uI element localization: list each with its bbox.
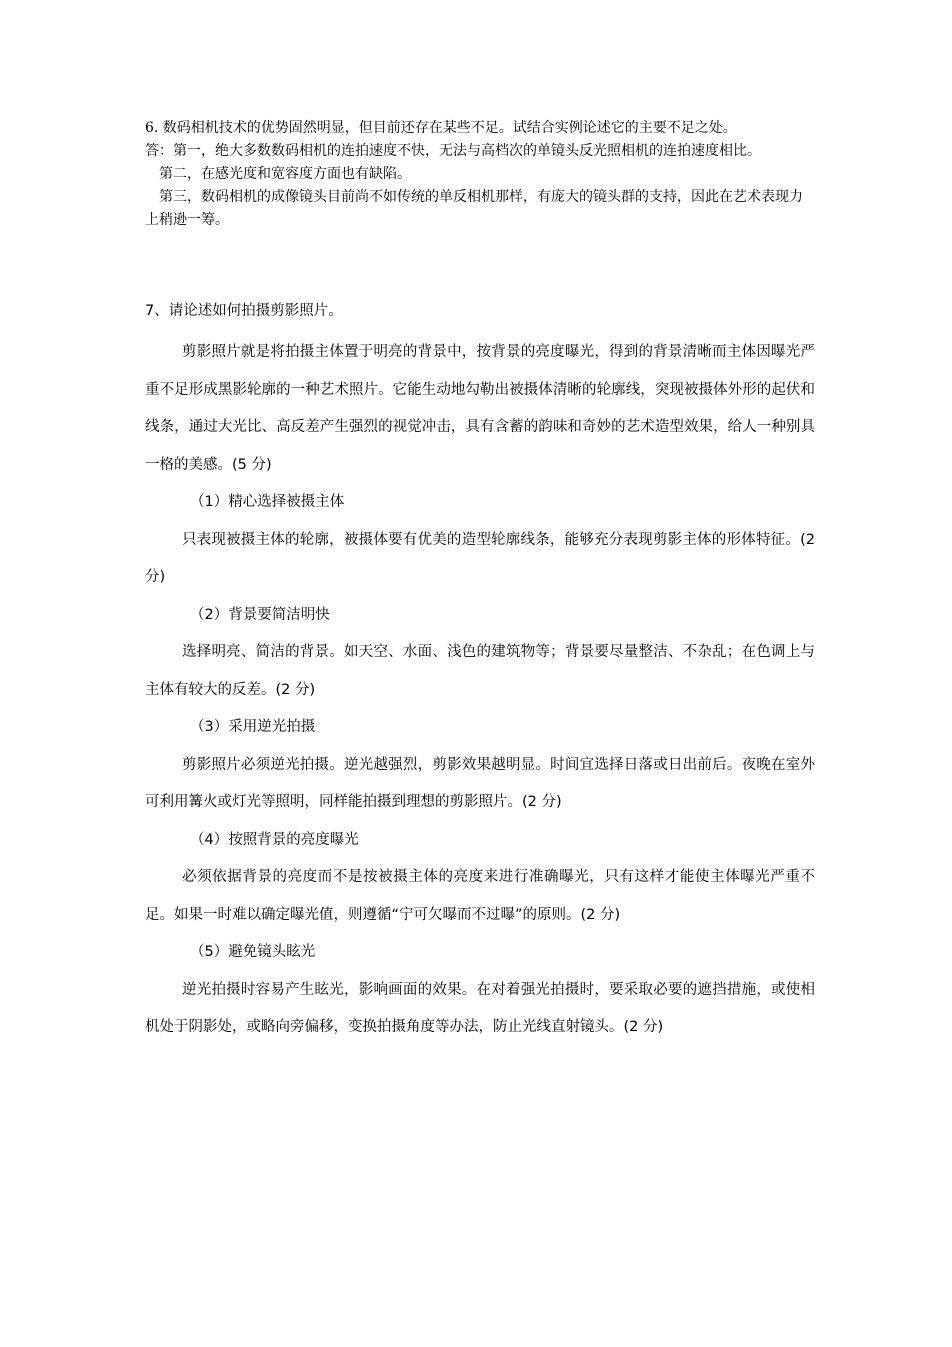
point-2-body: 选择明亮、简洁的背景。如天空、水面、浅色的建筑物等；背景要尽量整洁、不杂乱；在色调上与主体有较大的反差。(2 分)	[145, 644, 815, 698]
question-6-section	[145, 117, 815, 232]
question-6-answer-third: 第三，数码相机的成像镜头目前尚不如传统的单反相机那样，有庞大的镜头群的支持，因此在艺术表现力上稍逊一筹。	[145, 189, 803, 228]
point-3-title: （3）采用逆光拍摄	[190, 719, 316, 735]
question-7-intro: 剪影照片就是将拍摄主体置于明亮的背景中，按背景的亮度曝光，得到的背景清晰而主体因曝光严重不足形成黑影轮廓的一种艺术照片。它能生动地勾勒出被摄体清晰的轮廓线，突现被摄体外形的起伏和线条，通过大光比、高反差产生强烈的视觉冲击，具有含蓄的韵味和奇妙的艺术造型效果，给人一种别具一格的美感。(5 分)	[145, 344, 815, 473]
question-6-answer-first: 答：第一，绝大多数数码相机的连拍速度不快，无法与高档次的单镜头反光照相机的连拍速度相比。	[145, 143, 761, 159]
point-4-title: （4）按照背景的亮度曝光	[190, 831, 359, 848]
question-6-text: 6. 数码相机技术的优势固然明显，但目前还存在某些不足。试结合实例论述它的主要不足之处。	[145, 120, 737, 136]
point-5-body: 逆光拍摄时容易产生眩光，影响画面的效果。在对着强光拍摄时，要采取必要的遮挡措施，或使相机处于阴影处，或略向旁偏移，变换拍摄角度等办法，防止光线直射镜头。(2 分)	[145, 981, 815, 1035]
question-6-answer-second: 第二，在感光度和宽容度方面也有缺陷。	[159, 166, 411, 182]
point-1-title: （1）精心选择被摄主体	[190, 494, 345, 510]
question-7-title: 7、请论述如何拍摄剪影照片。	[145, 303, 343, 319]
point-4-body: 必须依据背景的亮度而不是按被摄主体的亮度来进行准确曝光，只有这样才能使主体曝光严重不足。如果一时难以确定曝光值，则遵循“宁可欠曝而不过曝”的原则。(2 分)	[145, 869, 815, 923]
point-5-title: （5）避免镜头眩光	[190, 944, 316, 960]
question-7-section	[145, 298, 815, 1047]
point-1-body: 只表现被摄主体的轮廓，被摄体要有优美的造型轮廓线条，能够充分表现剪影主体的形体特征。(2 分)	[145, 531, 815, 585]
point-2-title: （2）背景要简洁明快	[190, 606, 330, 623]
point-3-body: 剪影照片必须逆光拍摄。逆光越强烈，剪影效果越明显。时间宜选择日落或日出前后。夜晚在室外可利用篝火或灯光等照明，同样能拍摄到理想的剪影照片。(2 分)	[145, 756, 815, 810]
